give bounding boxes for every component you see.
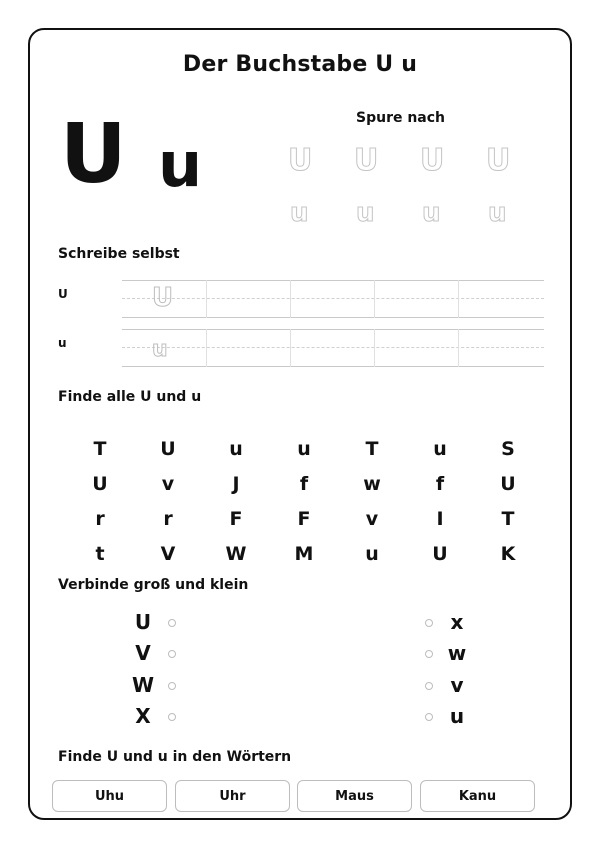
trace-letter-upper: U (288, 143, 313, 178)
write-seed-letter: u (152, 337, 168, 362)
match-heading: Verbinde groß und klein (58, 577, 249, 593)
find-heading: Finde alle U und u (58, 389, 202, 405)
write-seed-letter: U (152, 283, 174, 313)
match-dot-right[interactable] (425, 619, 433, 627)
grid-letter[interactable]: w (363, 473, 381, 495)
trace-letter-lower: u (290, 198, 309, 228)
grid-letter[interactable]: U (92, 473, 108, 495)
match-dot-right[interactable] (425, 682, 433, 690)
grid-letter[interactable]: S (501, 438, 515, 460)
match-letter-upper: V (135, 641, 151, 665)
grid-letter[interactable]: I (436, 508, 444, 530)
trace-letter-lower: u (356, 198, 375, 228)
grid-letter[interactable]: M (294, 543, 314, 565)
match-dot-left[interactable] (168, 713, 176, 721)
grid-letter[interactable]: f (435, 473, 445, 495)
word-box[interactable]: Maus (297, 780, 412, 812)
match-letter-lower: v (450, 673, 464, 697)
match-dot-left[interactable] (168, 682, 176, 690)
grid-letter[interactable]: r (163, 508, 173, 530)
write-heading: Schreibe selbst (58, 246, 180, 262)
grid-letter[interactable]: T (365, 438, 379, 460)
grid-letter[interactable]: v (365, 508, 379, 530)
grid-letter[interactable]: u (365, 543, 379, 565)
grid-letter[interactable]: W (225, 543, 247, 565)
grid-letter[interactable]: T (501, 508, 515, 530)
trace-heading: Spure nach (356, 110, 446, 126)
write-area-lower[interactable] (122, 329, 544, 367)
grid-letter[interactable]: V (160, 543, 176, 565)
match-dot-right[interactable] (425, 650, 433, 658)
word-box[interactable]: Uhr (175, 780, 290, 812)
match-letter-lower: u (449, 704, 465, 728)
match-dot-left[interactable] (168, 619, 176, 627)
worksheet (28, 28, 572, 820)
grid-letter[interactable]: T (93, 438, 107, 460)
grid-letter[interactable]: U (500, 473, 516, 495)
trace-letter-upper: U (420, 143, 445, 178)
grid-letter[interactable]: t (95, 543, 105, 565)
grid-letter[interactable]: F (297, 508, 311, 530)
grid-letter[interactable]: K (500, 543, 516, 565)
trace-letter-lower: u (488, 198, 507, 228)
grid-letter[interactable]: u (229, 438, 243, 460)
match-letter-upper: W (131, 673, 155, 697)
write-area-upper[interactable] (122, 280, 544, 318)
grid-letter[interactable]: u (297, 438, 311, 460)
match-dot-left[interactable] (168, 650, 176, 658)
trace-letter-upper: U (486, 143, 511, 178)
match-letter-upper: U (134, 610, 152, 634)
trace-letter-upper: U (354, 143, 379, 178)
page-title: Der Buchstabe U u (182, 52, 418, 77)
grid-letter[interactable]: u (433, 438, 447, 460)
big-letter-upper: U (60, 107, 127, 202)
grid-letter[interactable]: f (299, 473, 309, 495)
match-letter-lower: w (447, 641, 467, 665)
grid-letter[interactable]: F (229, 508, 243, 530)
grid-letter[interactable]: U (432, 543, 448, 565)
trace-letter-lower: u (422, 198, 441, 228)
grid-letter[interactable]: J (232, 473, 240, 495)
big-letter-lower: u (158, 128, 203, 201)
word-box[interactable]: Uhu (52, 780, 167, 812)
words-heading: Finde U und u in den Wörtern (58, 749, 292, 765)
match-dot-right[interactable] (425, 713, 433, 721)
match-letter-lower: x (450, 610, 464, 634)
grid-letter[interactable]: r (95, 508, 105, 530)
word-box[interactable]: Kanu (420, 780, 535, 812)
write-row-label: u (58, 336, 67, 350)
write-row-label: U (58, 287, 68, 301)
match-letter-upper: X (135, 704, 151, 728)
grid-letter[interactable]: U (160, 438, 176, 460)
grid-letter[interactable]: v (161, 473, 175, 495)
